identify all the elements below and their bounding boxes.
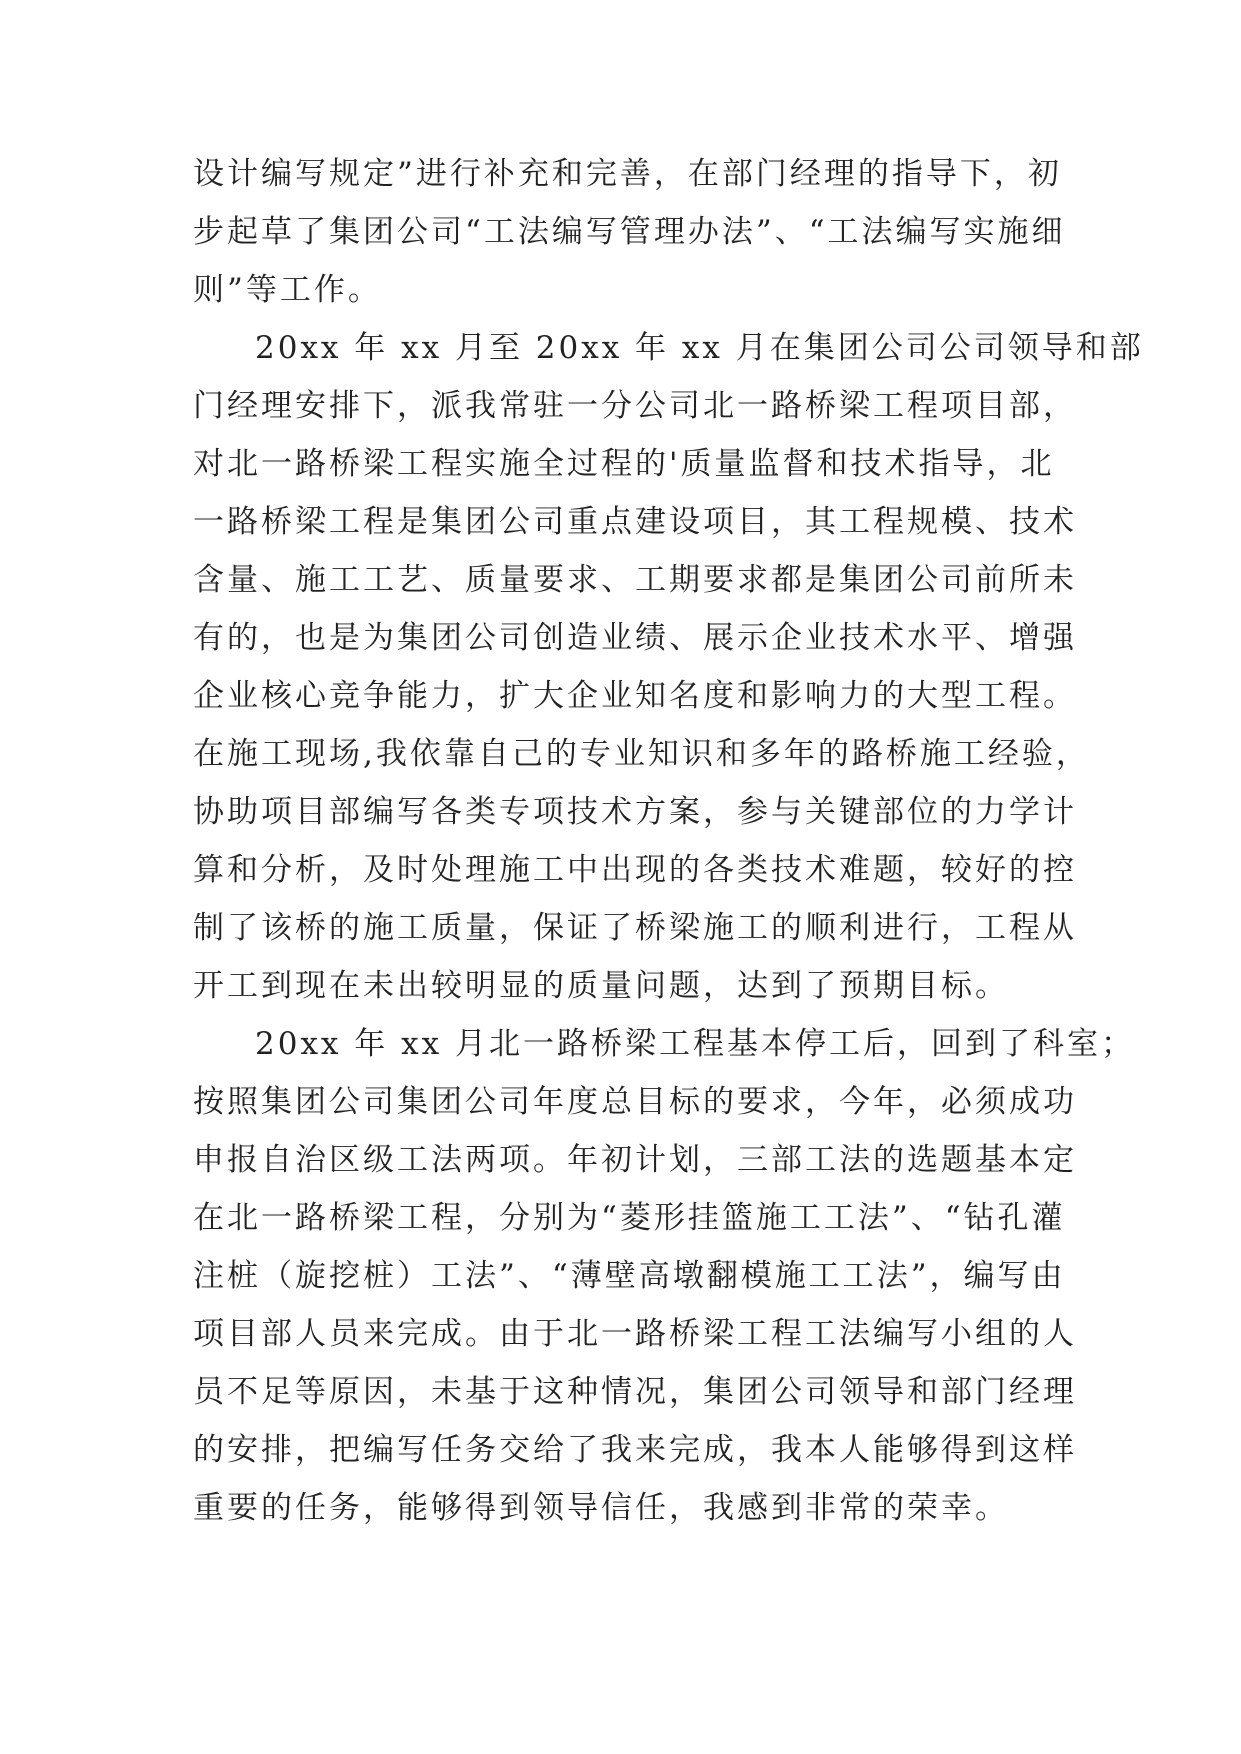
paragraph-line: 步起草了集团公司“工法编写管理办法”、“工法编写实施细: [193, 214, 1066, 250]
paragraph-line: 对北一路桥梁工程实施全过程的'质量监督和技术指导，北: [193, 446, 1055, 482]
paragraph-line: 企业核心竞争能力，扩大企业知名度和影响力的大型工程。: [193, 678, 1077, 714]
paragraph-line: 在北一路桥梁工程，分别为“菱形挂篮施工工法”、“钻孔灌: [193, 1200, 1066, 1236]
paragraph-line: 20xx 年 xx 月至 20xx 年 xx 月在集团公司公司领导和部: [255, 330, 1144, 366]
paragraph-line: 一路桥梁工程是集团公司重点建设项目，其工程规模、技术: [193, 504, 1077, 540]
paragraph-line: 注桩（旋挖桩）工法”、“薄壁高墩翻模施工工法”，编写由: [193, 1258, 1066, 1294]
paragraph-line: 设计编写规定”进行补充和完善，在部门经理的指导下，初: [193, 156, 1062, 192]
paragraph-line: 20xx 年 xx 月北一路桥梁工程基本停工后，回到了科室；: [255, 1026, 1135, 1062]
paragraph-line: 的安排，把编写任务交给了我来完成，我本人能够得到这样: [193, 1432, 1077, 1468]
paragraph-line: 按照集团公司集团公司年度总目标的要求，今年，必须成功: [193, 1084, 1077, 1120]
paragraph-line: 在施工现场,我依靠自己的专业知识和多年的路桥施工经验，: [193, 736, 1090, 772]
paragraph-line: 重要的任务，能够得到领导信任，我感到非常的荣幸。: [193, 1490, 1009, 1526]
paragraph-line: 门经理安排下，派我常驻一分公司北一路桥梁工程项目部，: [193, 388, 1077, 424]
paragraph-line: 有的，也是为集团公司创造业绩、展示企业技术水平、增强: [193, 620, 1077, 656]
paragraph-line: 制了该桥的施工质量，保证了桥梁施工的顺利进行，工程从: [193, 910, 1077, 946]
paragraph-line: 含量、施工工艺、质量要求、工期要求都是集团公司前所未: [193, 562, 1077, 598]
paragraph-line: 开工到现在未出较明显的质量问题，达到了预期目标。: [193, 968, 1009, 1004]
paragraph-3: [193, 1015, 1135, 1537]
paragraph-line: 项目部人员来完成。由于北一路桥梁工程工法编写小组的人: [193, 1316, 1077, 1352]
paragraph-line: 申报自治区级工法两项。年初计划，三部工法的选题基本定: [193, 1142, 1077, 1178]
paragraph-line: 员不足等原因，未基于这种情况，集团公司领导和部门经理: [193, 1374, 1077, 1410]
paragraph-2: [193, 319, 1144, 1015]
document-body: [193, 145, 1144, 1537]
paragraph-1: [193, 145, 1073, 319]
paragraph-line: 则”等工作。: [193, 272, 382, 308]
paragraph-line: 算和分析，及时处理施工中出现的各类技术难题，较好的控: [193, 852, 1077, 888]
paragraph-line: 协助项目部编写各类专项技术方案，参与关键部位的力学计: [193, 794, 1077, 830]
